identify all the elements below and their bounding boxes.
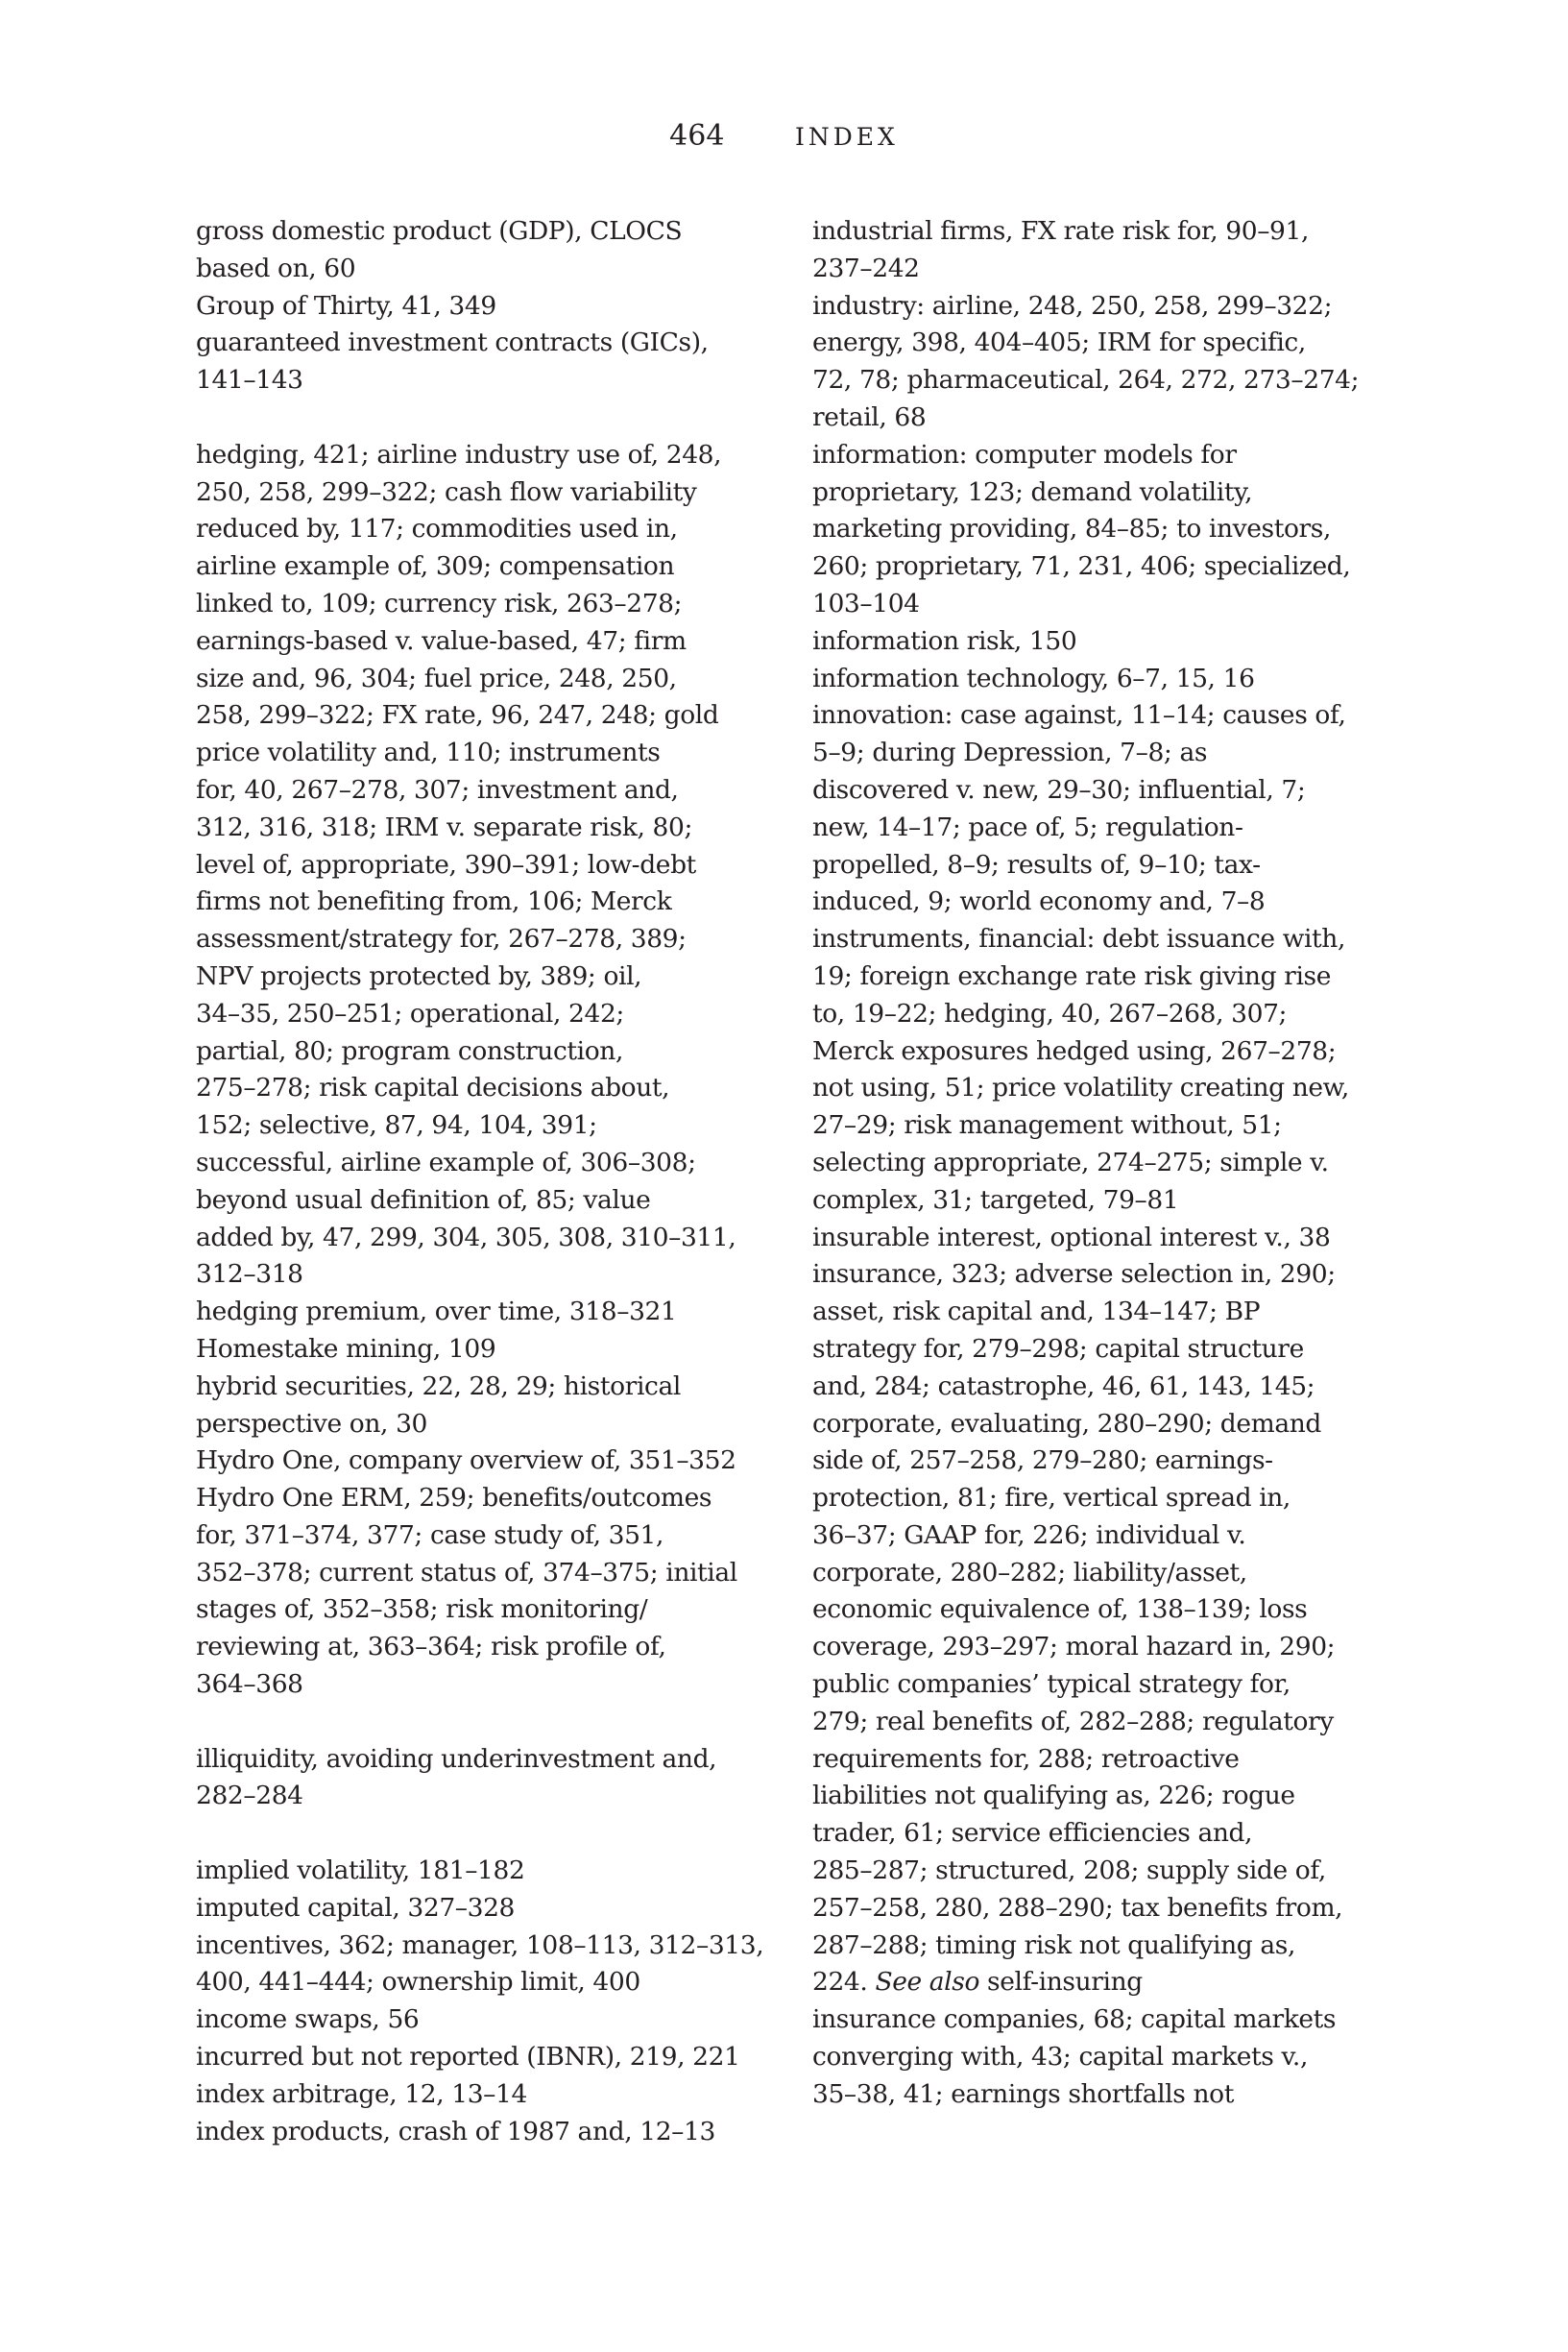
index-entry-line: illiquidity, avoiding underinvestment and, (196, 1743, 717, 1774)
index-entry-line: insurance, 323; adverse selection in, 290; (812, 1259, 1336, 1290)
index-entry-line: public companies’ typical strategy for, (812, 1669, 1291, 1700)
running-head (0, 115, 1568, 158)
index-entry-line: partial, 80; program construction, (196, 1035, 623, 1066)
see-also-page-ref: 224. (812, 1967, 868, 1998)
index-entry-line: 352–378; current status of, 374–375; initial (196, 1557, 737, 1588)
index-entry-line: index products, crash of 1987 and, 12–13 (196, 2116, 715, 2146)
index-entry (812, 1256, 1388, 2001)
index-entry-line: energy, 398, 404–405; IRM for specific, (812, 327, 1306, 358)
index-entry (812, 2001, 1388, 2113)
index-entry-line: 72, 78; pharmaceutical, 264, 272, 273–274; (812, 365, 1360, 396)
index-entry-line: 141–143 (196, 365, 303, 396)
index-entry (196, 288, 772, 326)
index-entry-line: added by, 47, 299, 304, 305, 308, 310–311, (196, 1222, 736, 1252)
index-entry-line: hybrid securities, 22, 28, 29; historical (196, 1370, 681, 1401)
index-entry-line: for, 371–374, 377; case study of, 351, (196, 1519, 664, 1550)
index-entry-line: information: computer models for (812, 439, 1237, 470)
index-entry-line: innovation: case against, 11–14; causes of, (812, 700, 1346, 731)
index-entry-line: strategy for, 279–298; capital structure (812, 1333, 1304, 1364)
index-column-left (196, 213, 772, 2150)
index-entry-line: firms not benefiting from, 106; Merck (196, 886, 672, 917)
index-entry-line: industrial firms, FX rate risk for, 90–91, (812, 216, 1309, 246)
index-entry-line: complex, 31; targeted, 79–81 (812, 1184, 1179, 1215)
index-entry-line: 237–242 (812, 253, 920, 283)
see-also-label: See also (875, 1967, 980, 1998)
index-entry (812, 921, 1388, 1219)
index-entry-line: successful, airline example of, 306–308; (196, 1147, 696, 1177)
index-entry-line: 34–35, 250–251; operational, 242; (196, 998, 624, 1029)
index-entry-line: gross domestic product (GDP), CLOCS (196, 216, 683, 246)
index-entry-line: converging with, 43; capital markets v., (812, 2042, 1308, 2073)
index-entry-line: stages of, 352–358; risk monitoring/ (196, 1594, 648, 1625)
index-entry-line: airline example of, 309; compensation (196, 551, 675, 582)
index-entry (196, 2114, 772, 2151)
index-entry-line: 103–104 (812, 588, 920, 618)
index-entry-line: corporate, evaluating, 280–290; demand (812, 1408, 1321, 1439)
index-entry-line: instruments, financial: debt issuance with, (812, 924, 1345, 955)
index-entry-line: level of, appropriate, 390–391; low-debt (196, 849, 696, 880)
index-entry-line: imputed capital, 327–328 (196, 1892, 516, 1923)
index-entry (196, 437, 772, 1294)
index-entry-line: 364–368 (196, 1669, 303, 1700)
index-entry (196, 1331, 772, 1369)
index-entry-line: price volatility and, 110; instruments (196, 738, 661, 768)
index-entry (196, 1443, 772, 1480)
index-entry-line: not using, 51; price volatility creating new, (812, 1073, 1349, 1103)
index-entry-line: hedging premium, over time, 318–321 (196, 1297, 677, 1327)
index-entry-line: propelled, 8–9; results of, 9–10; tax- (812, 849, 1261, 880)
index-entry-line: 312, 316, 318; IRM v. separate risk, 80; (196, 812, 693, 842)
index-entry-line: assessment/strategy for, 267–278, 389; (196, 924, 687, 955)
index-entry-line: 35–38, 41; earnings shortfalls not (812, 2078, 1234, 2109)
index-entry-line: selecting appropriate, 274–275; simple v. (812, 1147, 1329, 1177)
index-entry (196, 2076, 772, 2114)
index-entry-line: insurance companies, 68; capital markets (812, 2004, 1337, 2035)
index-entry (196, 2001, 772, 2039)
index-entry-line: 250, 258, 299–322; cash flow variability (196, 476, 697, 507)
index-entry-line: coverage, 293–297; moral hazard in, 290; (812, 1632, 1336, 1662)
index-entry-line: and, 284; catastrophe, 46, 61, 143, 145; (812, 1370, 1315, 1401)
index-entry-line: linked to, 109; currency risk, 263–278; (196, 588, 683, 618)
see-also-line (812, 1964, 1388, 2001)
index-entry (196, 213, 772, 288)
index-entry (812, 288, 1388, 437)
section-title: INDEX (794, 123, 899, 151)
index-entry (196, 2039, 772, 2076)
index-entry-line: Hydro One, company overview of, 351–352 (196, 1445, 736, 1476)
index-entry-line: retail, 68 (812, 401, 927, 432)
index-entry-line: 282–284 (196, 1781, 303, 1811)
index-entry-line: implied volatility, 181–182 (196, 1855, 525, 1886)
index-entry-line: asset, risk capital and, 134–147; BP (812, 1297, 1261, 1327)
index-entry-line: proprietary, 123; demand volatility, (812, 476, 1253, 507)
index-entry (812, 661, 1388, 698)
index-entry (196, 1480, 772, 1704)
index-entry-line: 260; proprietary, 71, 231, 406; specialized, (812, 551, 1351, 582)
index-entry-line: 5–9; during Depression, 7–8; as (812, 738, 1208, 768)
index-entry-line: 312–318 (196, 1259, 303, 1290)
index-entry-line: beyond usual definition of, 85; value (196, 1184, 651, 1215)
index-entry (812, 623, 1388, 661)
index-entry-line: 275–278; risk capital decisions about, (196, 1073, 670, 1103)
index-column-right (812, 213, 1388, 2114)
index-entry-line: requirements for, 288; retroactive (812, 1743, 1240, 1774)
index-entry-line: size and, 96, 304; fuel price, 248, 250, (196, 663, 677, 693)
index-entry (196, 1853, 772, 1890)
index-entry-line: 19; foreign exchange rate risk giving rise (812, 960, 1331, 991)
index-entry-line: Homestake mining, 109 (196, 1333, 496, 1364)
page-number: 464 (669, 119, 725, 153)
index-entry-line: guaranteed investment contracts (GICs), (196, 327, 709, 358)
index-entry-line: economic equivalence of, 138–139; loss (812, 1594, 1308, 1625)
index-entry-line: incentives, 362; manager, 108–113, 312–313, (196, 1929, 764, 1960)
index-entry-line: marketing providing, 84–85; to investors, (812, 514, 1332, 545)
index-entry-line: 279; real benefits of, 282–288; regulatory (812, 1706, 1334, 1736)
index-entry-line: 287–288; timing risk not qualifying as, (812, 1929, 1295, 1960)
index-entry (196, 1369, 772, 1443)
index-entry-line: information technology, 6–7, 15, 16 (812, 663, 1255, 693)
index-entry-line: for, 40, 267–278, 307; investment and, (196, 774, 679, 805)
index-entry (196, 1294, 772, 1331)
index-entry-line: new, 14–17; pace of, 5; regulation- (812, 812, 1243, 842)
index-entry (196, 325, 772, 400)
index-entry-line: 400, 441–444; ownership limit, 400 (196, 1967, 640, 1998)
index-entry-line: perspective on, 30 (196, 1408, 427, 1439)
index-entry-line: trader, 61; service efficiencies and, (812, 1818, 1253, 1849)
index-entry-line: to, 19–22; hedging, 40, 267–268, 307; (812, 998, 1288, 1029)
index-entry (196, 1741, 772, 1816)
see-also-target[interactable]: self-insuring (987, 1967, 1143, 1998)
index-entry-line: based on, 60 (196, 253, 356, 283)
index-entry-line: hedging, 421; airline industry use of, 248, (196, 439, 722, 470)
index-entry-line: insurable interest, optional interest v., 38 (812, 1222, 1331, 1252)
index-entry (812, 437, 1388, 623)
index-entry-line: reduced by, 117; commodities used in, (196, 514, 678, 545)
index-entry-line: information risk, 150 (812, 625, 1077, 656)
index-entry (196, 1928, 772, 2002)
index-entry (812, 1220, 1388, 1257)
index-entry-line: protection, 81; fire, vertical spread in, (812, 1483, 1291, 1514)
index-entry-line: 285–287; structured, 208; supply side of, (812, 1855, 1326, 1886)
index-entry-line: incurred but not reported (IBNR), 219, 221 (196, 2042, 740, 2073)
index-entry-line: side of, 257–258, 279–280; earnings- (812, 1445, 1273, 1476)
index-entry-line: Group of Thirty, 41, 349 (196, 290, 496, 321)
index-entry-line: discovered v. new, 29–30; influential, 7; (812, 774, 1306, 805)
index-entry-line: 257–258, 280, 288–290; tax benefits from, (812, 1892, 1343, 1923)
index-entry (812, 213, 1388, 288)
index-entry-line: index arbitrage, 12, 13–14 (196, 2078, 527, 2109)
index-entry-line: earnings-based v. value-based, 47; firm (196, 625, 687, 656)
index-entry-line: 27–29; risk management without, 51; (812, 1110, 1282, 1141)
index-entry-line: corporate, 280–282; liability/asset, (812, 1557, 1247, 1588)
index-entry-line: Merck exposures hedged using, 267–278; (812, 1035, 1337, 1066)
index-entry-line: NPV projects protected by, 389; oil, (196, 960, 642, 991)
index-entry-line: 152; selective, 87, 94, 104, 391; (196, 1110, 597, 1141)
index-entry-line: reviewing at, 363–364; risk profile of, (196, 1632, 666, 1662)
index-entry-line: Hydro One ERM, 259; benefits/outcomes (196, 1483, 712, 1514)
index-entry (196, 1890, 772, 1928)
index-entry-line: 258, 299–322; FX rate, 96, 247, 248; gold (196, 700, 719, 731)
index-entry (812, 697, 1388, 921)
index-entry-line: industry: airline, 248, 250, 258, 299–322; (812, 290, 1333, 321)
index-entry-line: 36–37; GAAP for, 226; individual v. (812, 1519, 1246, 1550)
index-entry-line: induced, 9; world economy and, 7–8 (812, 886, 1266, 917)
index-entry-line: liabilities not qualifying as, 226; rogue (812, 1781, 1295, 1811)
index-entry-line: income swaps, 56 (196, 2004, 420, 2035)
